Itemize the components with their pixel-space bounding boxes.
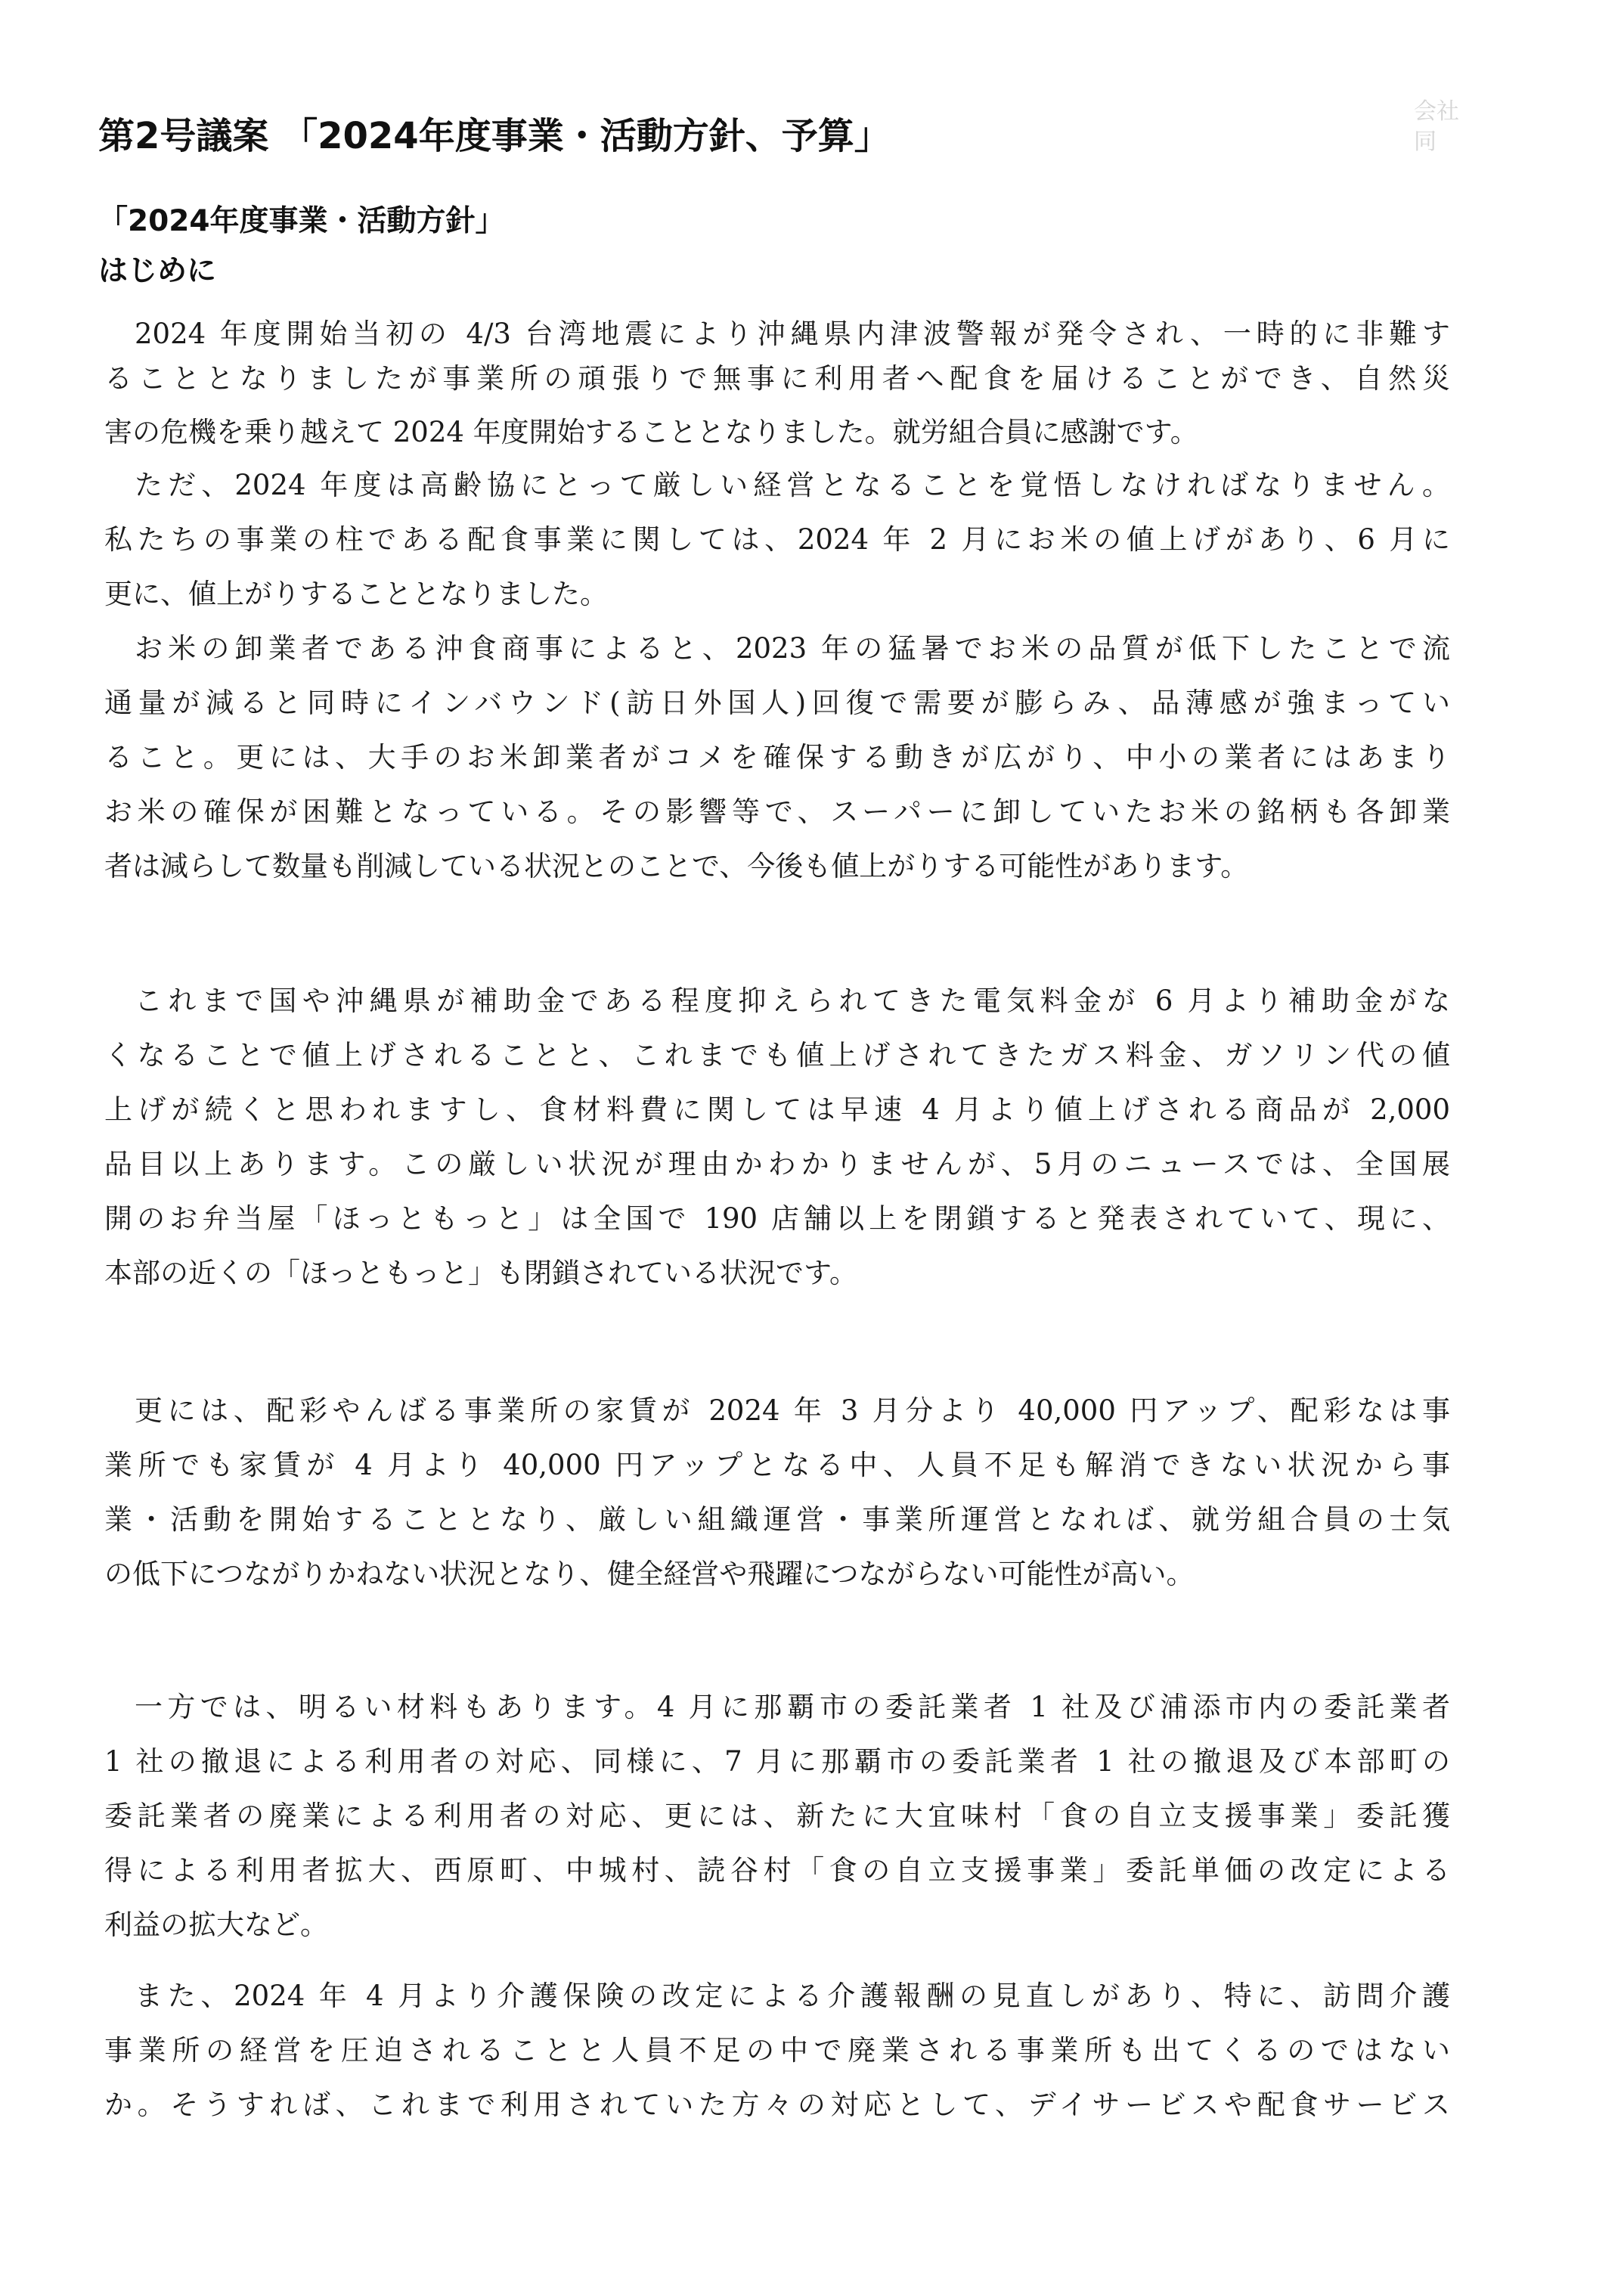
page-title: 第2号議案 「2024年度事業・活動方針、予算」	[98, 115, 891, 157]
body-line: 更に、値上がりすることとなりました。	[104, 578, 608, 610]
body-line: ること。更には、大手のお米卸業者がコメを確保する動きが広がり、中小の業者にはあまり	[104, 741, 1450, 774]
body-line: 私たちの事業の柱である配食事業に関しては、2024 年 2 月にお米の値上げがあり、6 月に	[104, 523, 1450, 556]
body-line: 者は減らして数量も削減している状況とのことで、今後も値上がりする可能性があります。	[104, 850, 1249, 882]
body-line: お米の卸業者である沖食商事によると、2023 年の猛暑でお米の品質が低下したことで流	[135, 632, 1450, 665]
body-line: 2024 年度開始当初の 4/3 台湾地震により沖縄県内津波警報が発令され、一時的に非難す	[135, 318, 1450, 350]
subsection-heading: はじめに	[98, 254, 217, 288]
body-line: 通量が減ると同時にインバウンド(訪日外国人)回復で需要が膨らみ、品薄感が強まってい	[104, 687, 1450, 719]
body-line: か。そうすれば、これまで利用されていた方々の対応として、デイサービスや配食サービス	[104, 2088, 1450, 2121]
body-line: これまで国や沖縄県が補助金である程度抑えられてきた電気料金が 6 月より補助金がな	[135, 985, 1450, 1017]
body-line: 委託業者の廃業による利用者の対応、更には、新たに大宜味村「食の自立支援事業」委託獲	[104, 1800, 1450, 1832]
body-line: くなることで値上げされることと、これまでも値上げされてきたガス料金、ガソリン代の値	[104, 1039, 1450, 1071]
body-line: お米の確保が困難となっている。その影響等で、スーパーに卸していたお米の銘柄も各卸業	[104, 795, 1450, 828]
body-line: 害の危機を乗り越えて 2024 年度開始することとなりました。就労組合員に感謝です。	[104, 416, 1198, 448]
body-line: 品目以上あります。この厳しい状況が理由かわかりませんが、5月のニュースでは、全国展	[104, 1148, 1450, 1180]
body-line: また、2024 年 4 月より介護保険の改定による介護報酬の見直しがあり、特に、訪問介護	[135, 1980, 1450, 2012]
body-line: 業・活動を開始することとなり、厳しい組織運営・事業所運営となれば、就労組合員の士気	[104, 1503, 1450, 1536]
bleed-through-text: 会社 同	[1414, 98, 1459, 155]
body-line: 1 社の撤退による利用者の対応、同様に、7 月に那覇市の委託業者 1 社の撤退及び本部町の	[104, 1745, 1450, 1778]
body-line: 利益の拡大など。	[104, 1909, 328, 1941]
body-line: 業所でも家賃が 4 月より 40,000 円アップとなる中、人員不足も解消できない状況から事	[104, 1449, 1450, 1481]
body-line: 一方では、明るい材料もあります。4 月に那覇市の委託業者 1 社及び浦添市内の委託業者	[135, 1691, 1450, 1723]
body-line: 上げが続くと思われますし、食材料費に関しては早速 4 月より値上げされる商品が 2,000	[104, 1093, 1450, 1126]
section-title: 「2024年度事業・活動方針」	[98, 204, 505, 238]
body-line: 事業所の経営を圧迫されることと人員不足の中で廃業される事業所も出てくるのではない	[104, 2034, 1450, 2067]
body-line: の低下につながりかねない状況となり、健全経営や飛躍につながらない可能性が高い。	[104, 1558, 1195, 1590]
body-line: ることとなりましたが事業所の頑張りで無事に利用者へ配食を届けることができ、自然災	[104, 362, 1450, 395]
body-line: 開のお弁当屋「ほっともっと」は全国で 190 店舗以上を閉鎖すると発表されていて、現に、	[104, 1202, 1450, 1235]
body-line: 得による利用者拡大、西原町、中城村、読谷村「食の自立支援事業」委託単価の改定による	[104, 1854, 1450, 1887]
body-line: ただ、2024 年度は高齢協にとって厳しい経営となることを覚悟しなければなりません。	[135, 469, 1450, 501]
body-line: 更には、配彩やんばる事業所の家賃が 2024 年 3 月分より 40,000 円アップ、配彩なは事	[135, 1394, 1450, 1427]
body-line: 本部の近くの「ほっともっと」も閉鎖されている状況です。	[104, 1257, 858, 1289]
